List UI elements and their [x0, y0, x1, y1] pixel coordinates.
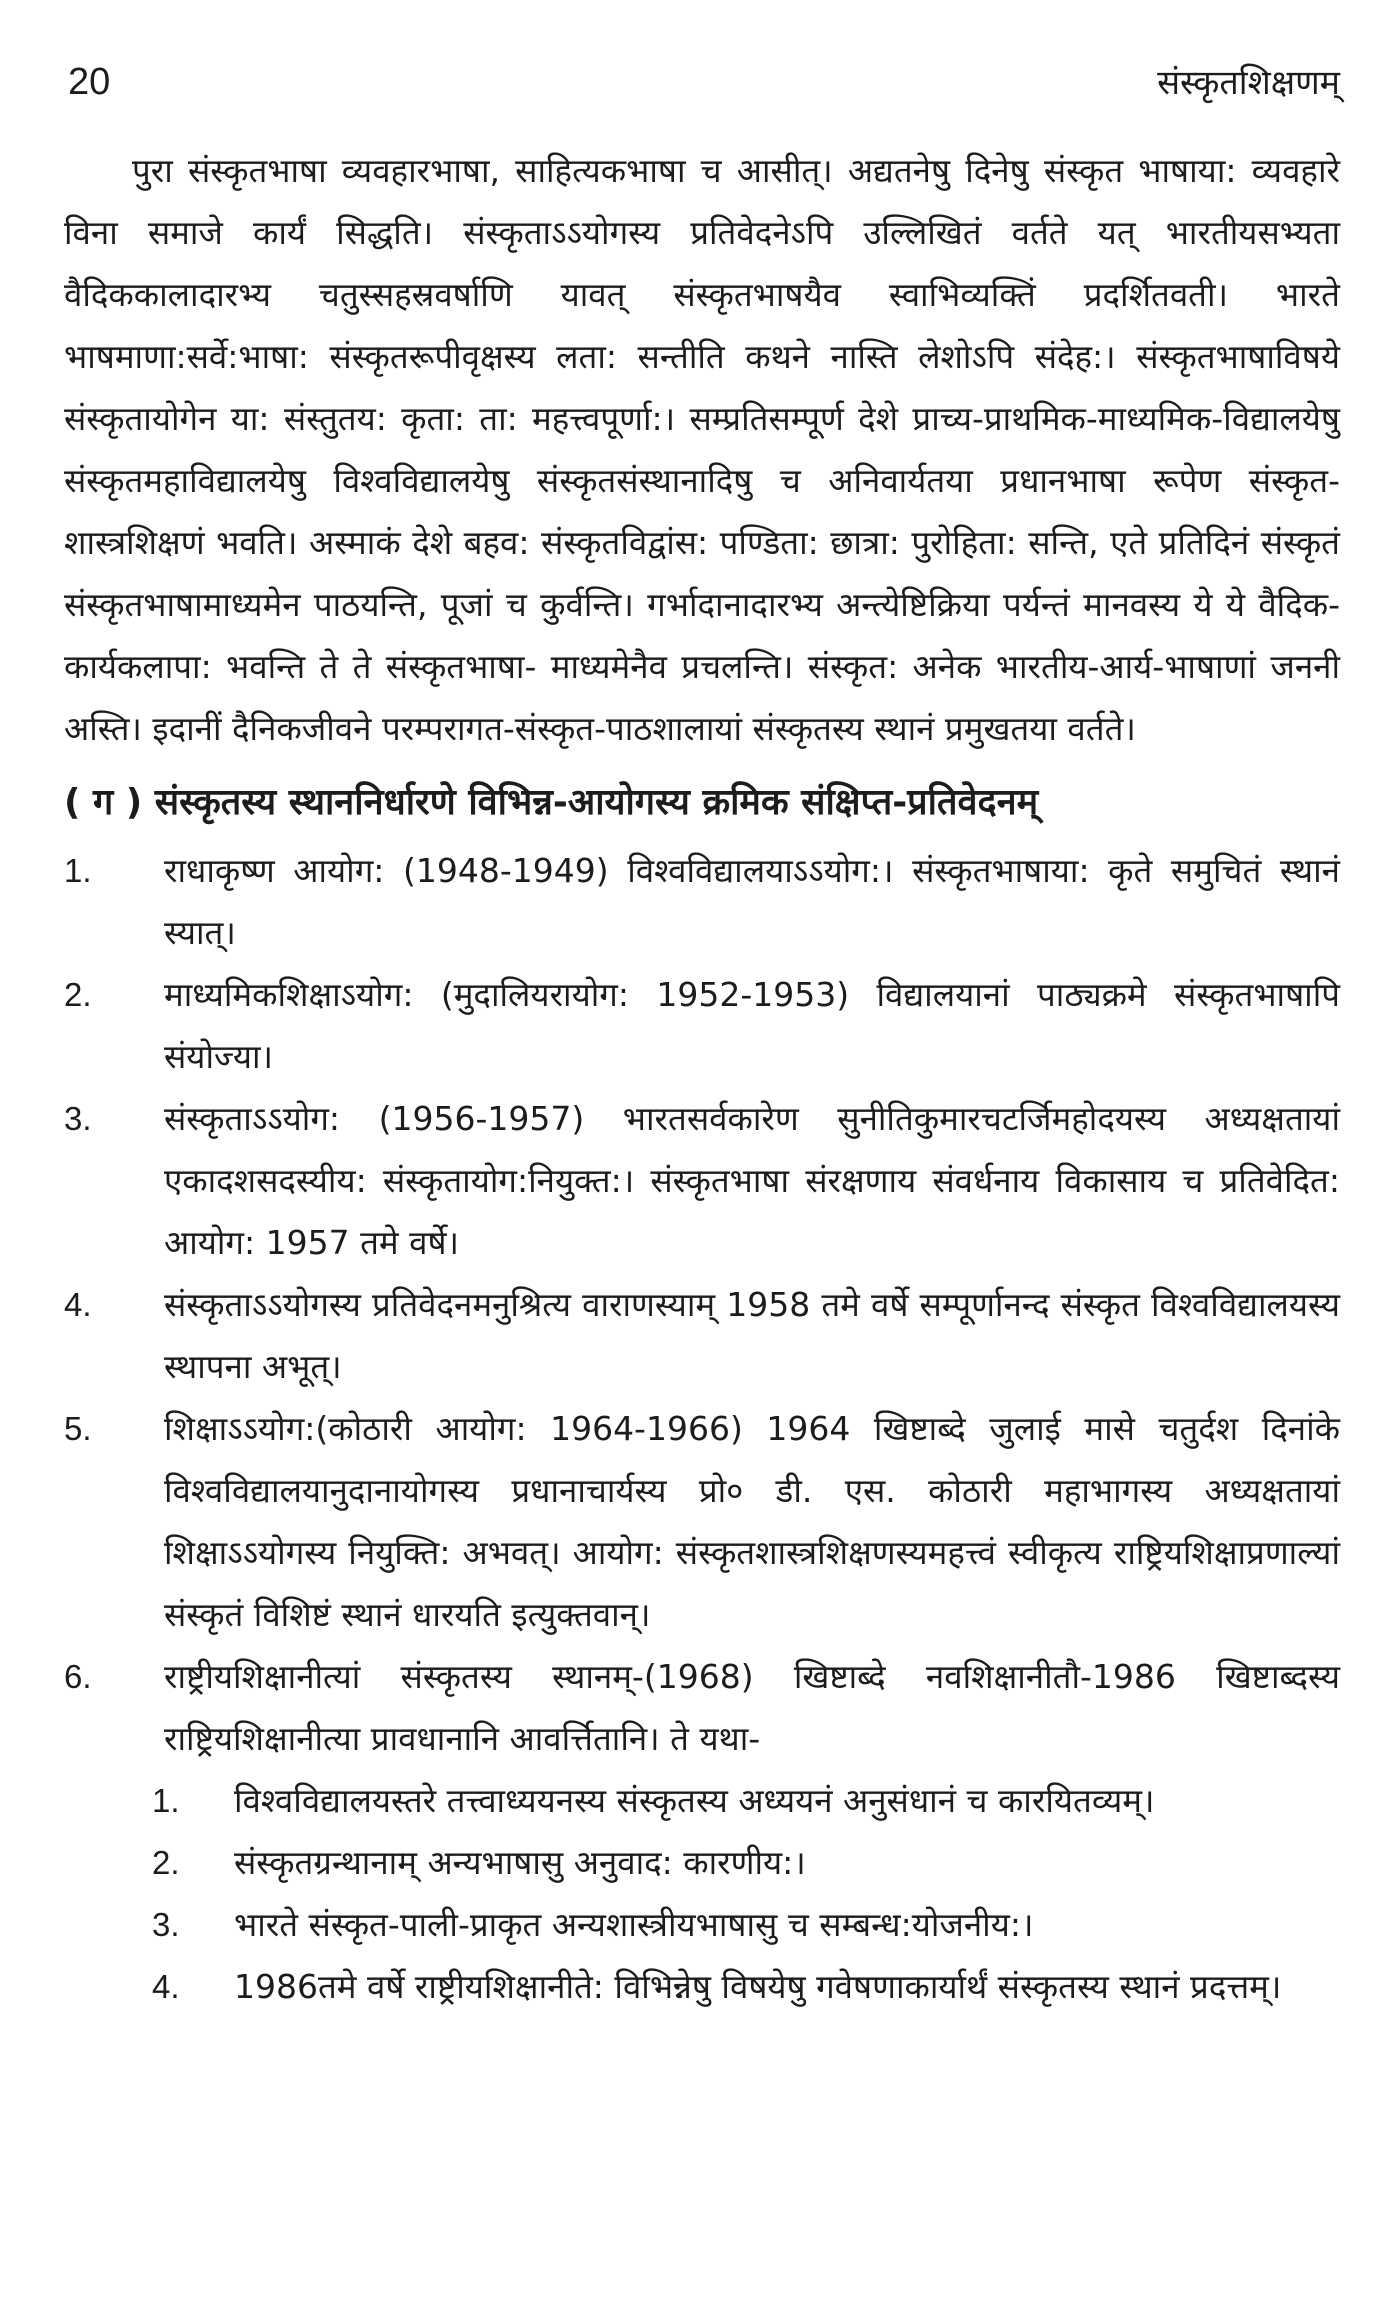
list-item-text: माध्यमिकशिक्षाऽयोग: (मुदालियरायोग: 1952-1953) विद्यालयानां पाठ्यक्रमे संस्कृतभाषापि संयोज्या। [164, 975, 1340, 1076]
sub-list-item [152, 1770, 1340, 1832]
list-item [64, 840, 1340, 964]
list-item [64, 1274, 1340, 1398]
sub-list-item-number: 4. [152, 1968, 180, 2005]
body-paragraph: पुरा संस्कृतभाषा व्यवहारभाषा, साहित्यकभाषा च आसीत्। अद्यतनेषु दिनेषु संस्कृत भाषाया: व्यवहारे विना समाजे कार्यं सिद्धति। संस्कृताऽऽयोगस्य प्रतिवेदनेऽपि उल्लिखितं वर्तते यत् भारतीयसभ्यता वैदिककालादारभ्य चतुस्सहस्रवर्षाणि यावत् संस्कृतभाषयैव स्वाभिव्यक्तिं प्रदर्शितवती। भारते भाषमाणा:सर्वे:भाषा: संस्कृतरूपीवृक्षस्य लता: सन्तीति कथने नास्ति लेशोऽपि संदेह:। संस्कृतभाषाविषये संस्कृतायोगेन या: संस्तुतय: कृता: ता: महत्त्वपूर्णा:। सम्प्रतिसम्पूर्ण देशे प्राच्य-प्राथमिक-माध्यमिक-विद्यालयेषु संस्कृतमहाविद्यालयेषु विश्वविद्यालयेषु संस्कृतसंस्थानादिषु च अनिवार्यतया प्रधानभाषा रूपेण संस्कृत-शास्त्रशिक्षणं भवति। अस्माकं देशे बहव: संस्कृतविद्वांस: पण्डिता: छात्रा: पुरोहिता: सन्ति, एते प्रतिदिनं संस्कृतं संस्कृतभाषामाध्यमेन पाठयन्ति, पूजां च कुर्वन्ति। गर्भादानादारभ्य अन्त्येष्टिक्रिया पर्यन्तं मानवस्य ये ये वैदिक-कार्यकलापा: भवन्ति ते ते संस्कृतभाषा- माध्यमेनैव प्रचलन्ति। संस्कृत: अनेक भारतीय-आर्य-भाषाणां जननी अस्ति। इदानीं दैनिकजीवने परम्परागत-संस्कृत-पाठशालायां संस्कृतस्य स्थानं प्रमुखतया वर्तते। [64, 151, 1340, 748]
list-item [64, 1646, 1340, 1770]
sub-list-item-number: 2. [152, 1844, 180, 1881]
page-number: 20 [68, 61, 111, 103]
sub-list-item-number: 1. [152, 1782, 180, 1819]
commission-list [64, 840, 1340, 1770]
list-item-text: संस्कृताऽऽयोग: (1956-1957) भारतसर्वकारेण सुनीतिकुमारचटर्जिमहोदयस्य अध्यक्षतायां एकादशसदस्यीय: संस्कृतायोग:नियुक्त:। संस्कृतभाषा संरक्षणाय संवर्धनाय विकासाय च प्रतिवेदित: आयोग: 1957 तमे वर्षे। [164, 1099, 1340, 1262]
list-item-number: 6. [64, 1658, 92, 1695]
list-item-number: 5. [64, 1410, 92, 1447]
running-title: संस्कृतशिक्षणम् [1157, 63, 1340, 103]
list-item-text: संस्कृताऽऽयोगस्य प्रतिवेदनमनुश्रित्य वाराणस्याम् 1958 तमे वर्षे सम्पूर्णानन्द संस्कृत विश्वविद्यालयस्य स्थापना अभूत्। [164, 1285, 1340, 1386]
sub-list-item-text: 1986तमे वर्षे राष्ट्रीयशिक्षानीते: विभिन्नेषु विषयेषु गवेषणाकार्यार्थं संस्कृतस्य स्थानं प्रदत्तम्। [234, 1967, 1282, 2006]
sub-list-item-text: भारते संस्कृत-पाली-प्राकृत अन्यशास्त्रीयभाषासु च सम्बन्ध:योजनीय:। [234, 1905, 1034, 1944]
policy-provisions-list [64, 1770, 1340, 2018]
list-item-number: 4. [64, 1286, 92, 1323]
sub-list-item-text: संस्कृतग्रन्थानाम् अन्यभाषासु अनुवाद: कारणीय:। [234, 1843, 806, 1882]
list-item-number: 2. [64, 976, 92, 1013]
sub-list-item-text: विश्वविद्यालयस्तरे तत्त्वाध्ययनस्य संस्कृतस्य अध्ययनं अनुसंधानं च कारयितव्यम्। [234, 1781, 1155, 1820]
list-item-number: 1. [64, 852, 92, 889]
section-heading: ( ग ) संस्कृतस्य स्थाननिर्धारणे विभिन्न-आयोगस्य क्रमिक संक्षिप्त-प्रतिवेदनम् [64, 782, 1039, 823]
list-item [64, 1398, 1340, 1646]
list-item [64, 964, 1340, 1088]
list-item-text: राष्ट्रीयशिक्षानीत्यां संस्कृतस्य स्थानम्-(1968) खिष्टाब्दे नवशिक्षानीतौ-1986 खिष्टाब्दस्य राष्ट्रियशिक्षानीत्या प्रावधानानि आवर्त्तितानि। ते यथा- [164, 1657, 1340, 1758]
sub-list-item [152, 1956, 1340, 2018]
list-item-text: राधाकृष्ण आयोग: (1948-1949) विश्वविद्यालयाऽऽयोग:। संस्कृतभाषाया: कृते समुचितं स्थानं स्यात्। [164, 851, 1340, 952]
list-item [64, 1088, 1340, 1274]
page-header [64, 58, 1340, 118]
list-item-number: 3. [64, 1100, 92, 1137]
sub-list-item [152, 1832, 1340, 1894]
sub-list-item-number: 3. [152, 1906, 180, 1943]
sub-list-item [152, 1894, 1340, 1956]
list-item-text: शिक्षाऽऽयोग:(कोठारी आयोग: 1964-1966) 1964 खिष्टाब्दे जुलाई मासे चतुर्दश दिनांके विश्वविद्यालयानुदानायोगस्य प्रधानाचार्यस्य प्रो० डी. एस. कोठारी महाभागस्य अध्यक्षतायां शिक्षाऽऽयोगस्य नियुक्ति: अभवत्। आयोग: संस्कृतशास्त्रशिक्षणस्यमहत्त्वं स्वीकृत्य राष्ट्रियशिक्षाप्रणाल्यां संस्कृतं विशिष्टं स्थानं धारयति इत्युक्तवान्। [164, 1409, 1340, 1634]
